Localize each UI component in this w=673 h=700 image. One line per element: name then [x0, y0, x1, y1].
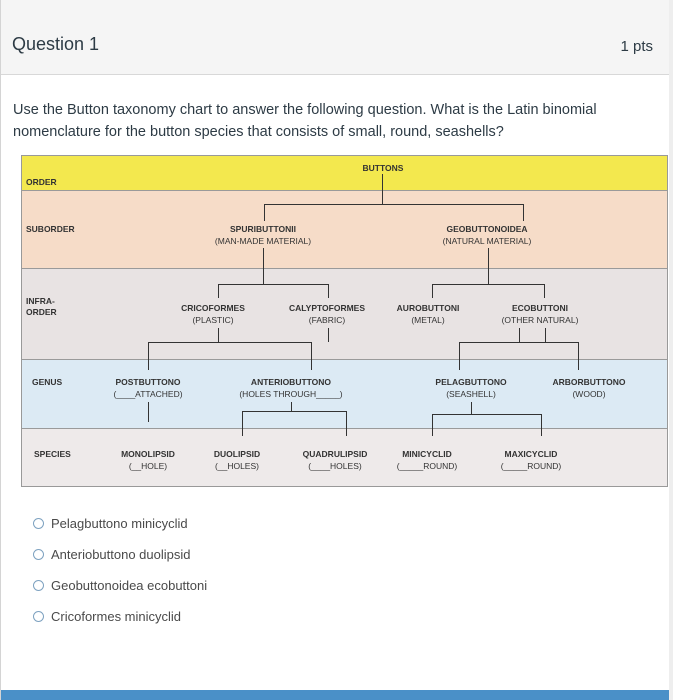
genus-node: ARBORBUTTONO (WOOD) — [552, 377, 626, 399]
species-node: QUADRULIPSID (____HOLES) — [302, 449, 368, 471]
answer-option-label: Geobuttonoidea ecobuttoni — [51, 578, 208, 593]
species-node: MINICYCLID (_____ROUND) — [396, 449, 458, 471]
answer-options — [33, 508, 207, 632]
question-points: 1 pts — [620, 38, 653, 55]
suborder-node: SPURIBUTTONII (MAN-MADE MATERIAL) — [214, 224, 312, 246]
genus-node: POSTBUTTONO (____ATTACHED) — [113, 377, 183, 399]
row-label-species: SPECIES — [34, 449, 71, 459]
row-label-suborder: SUBORDER — [26, 224, 75, 234]
bottom-bar — [1, 690, 669, 700]
order-band — [22, 156, 667, 191]
genus-node: ANTERIOBUTTONO (HOLES THROUGH_____) — [239, 377, 343, 399]
suborder-band — [22, 191, 667, 269]
genus-node: PELAGBUTTONO (SEASHELL) — [435, 377, 507, 399]
row-label-order: ORDER — [26, 177, 57, 187]
species-node: MAXICYCLID (_____ROUND) — [500, 449, 562, 471]
root-node: BUTTONS — [362, 163, 404, 173]
row-label-infraorder: INFRA- ORDER — [26, 296, 57, 317]
answer-option[interactable] — [33, 570, 207, 601]
radio-button[interactable] — [33, 518, 44, 529]
answer-option[interactable] — [33, 539, 207, 570]
infraorder-node: ECOBUTTONI (OTHER NATURAL) — [501, 303, 579, 325]
suborder-node: GEOBUTTONOIDEA (NATURAL MATERIAL) — [442, 224, 532, 246]
answer-option-label: Cricoformes minicyclid — [51, 609, 182, 624]
answer-option-label: Pelagbuttono minicyclid — [51, 516, 188, 531]
infraorder-node: CALYPTOFORMES (FABRIC) — [288, 303, 366, 325]
question-title: Question 1 — [12, 34, 100, 54]
answer-option[interactable] — [33, 601, 207, 632]
question-text: Use the Button taxonomy chart to answer the following question. What is the Latin binomial nomenclature for the button species that consists of small, round, seashells? — [13, 102, 597, 140]
species-node: DUOLIPSID (__HOLES) — [213, 449, 261, 471]
infraorder-node: CRICOFORMES (PLASTIC) — [181, 303, 245, 325]
radio-button[interactable] — [33, 580, 44, 591]
species-node: MONOLIPSID (__HOLE) — [121, 449, 175, 471]
taxonomy-chart-image — [21, 155, 668, 487]
infraorder-node: AUROBUTTONI (METAL) — [396, 303, 460, 325]
row-label-genus: GENUS — [32, 377, 63, 387]
answer-option[interactable] — [33, 508, 207, 539]
question-header — [1, 0, 669, 75]
radio-button[interactable] — [33, 611, 44, 622]
radio-button[interactable] — [33, 549, 44, 560]
answer-option-label: Anteriobuttono duolipsid — [51, 547, 191, 562]
